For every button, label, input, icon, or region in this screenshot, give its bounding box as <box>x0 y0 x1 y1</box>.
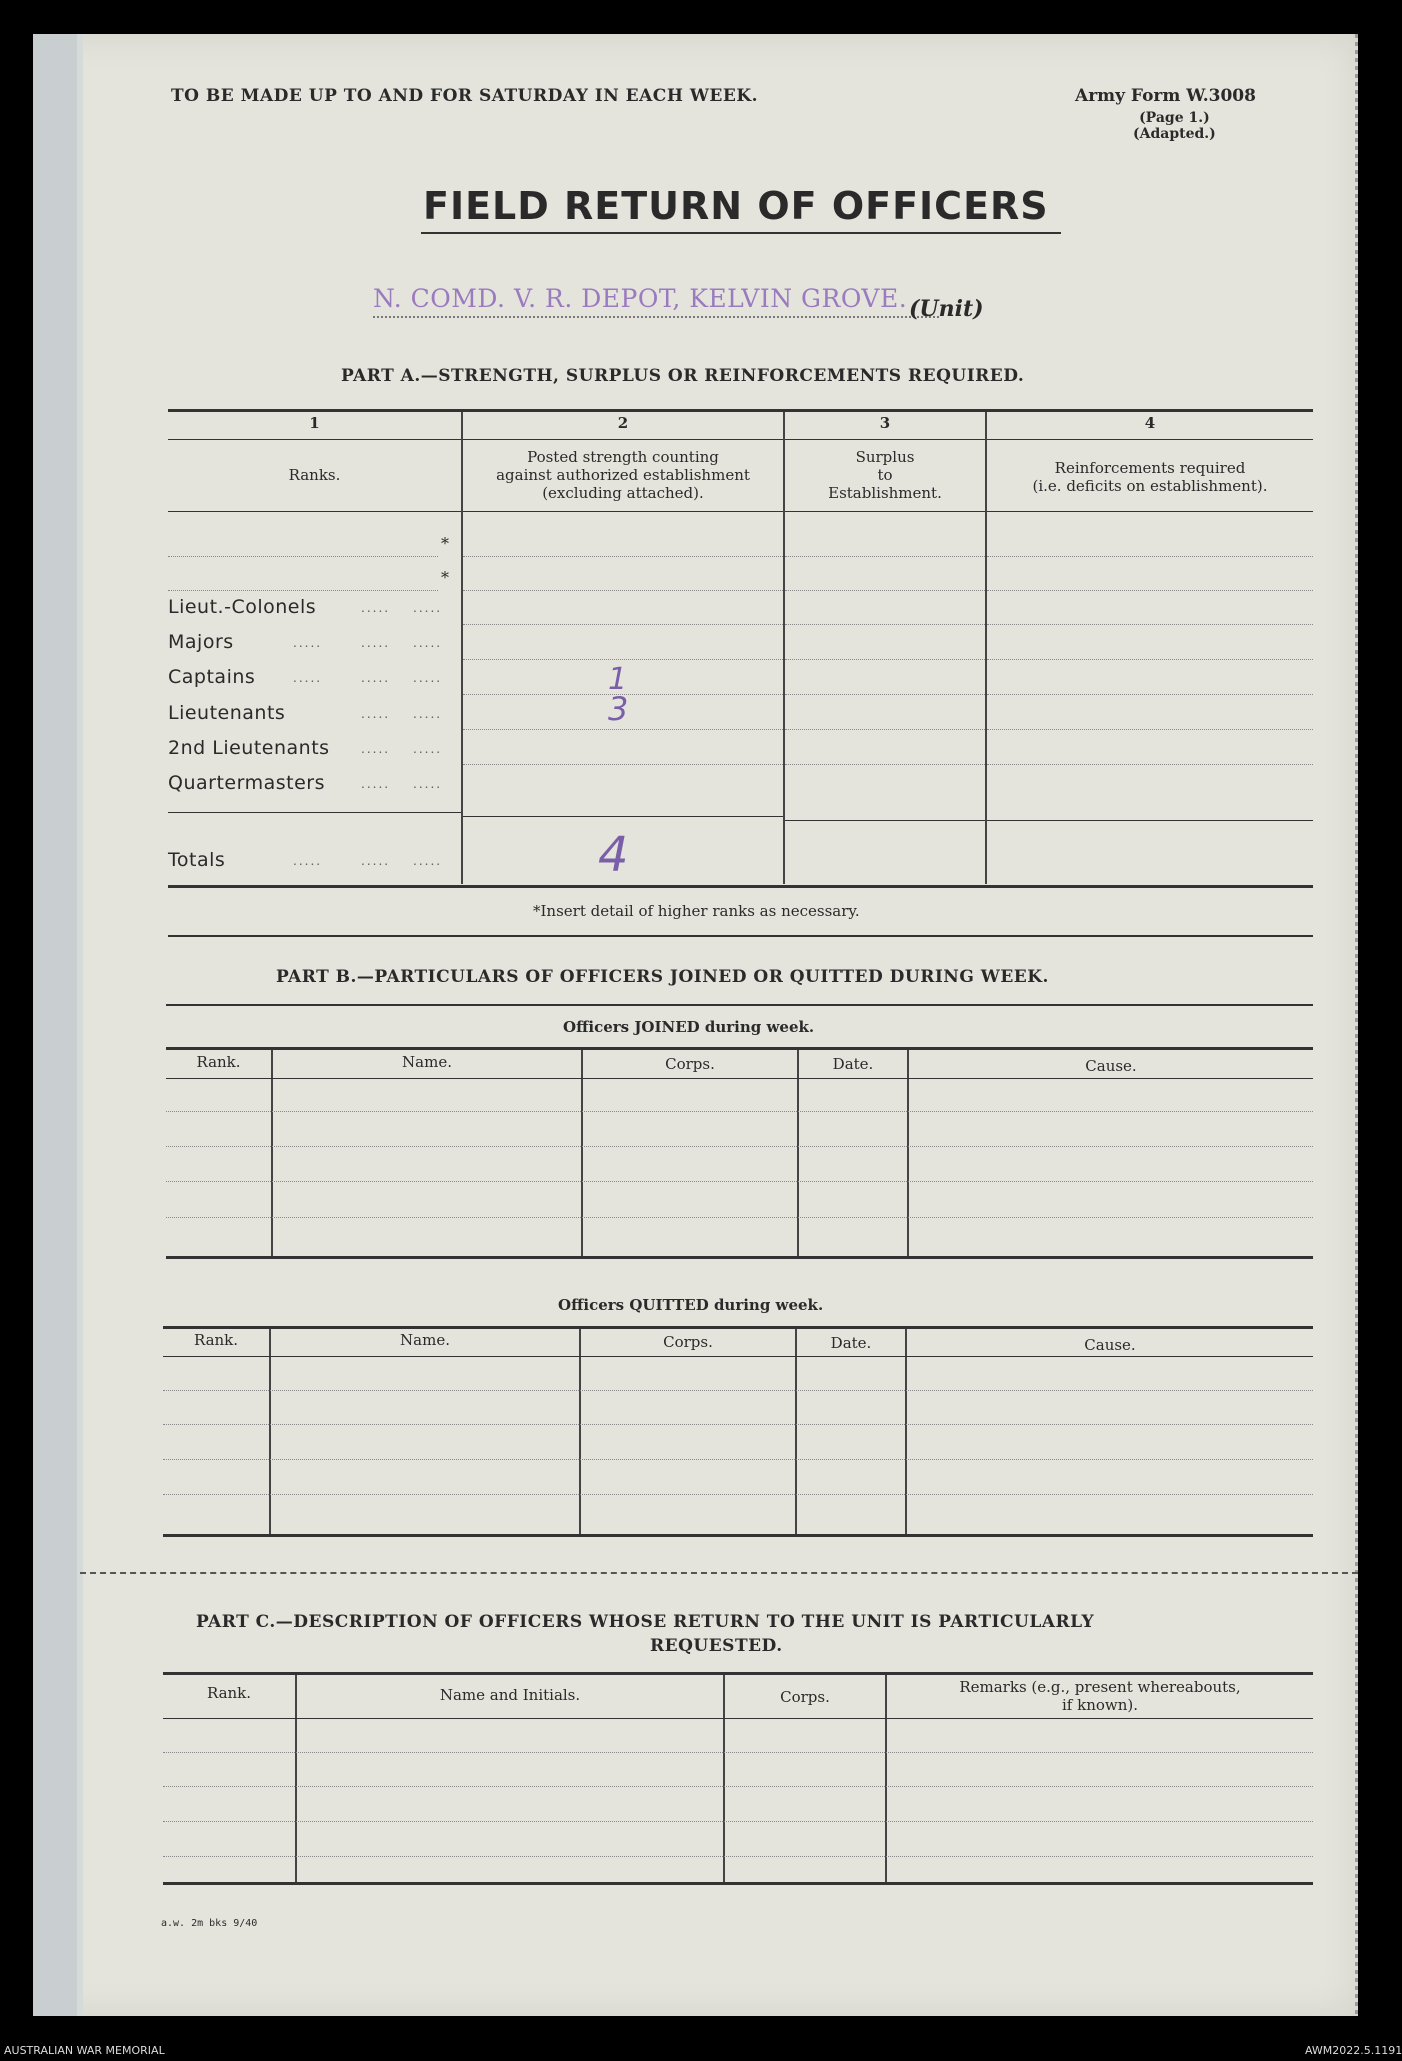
totals-label: Totals <box>168 849 226 871</box>
row-dots <box>463 659 783 660</box>
col-4-number-rule <box>987 439 1313 440</box>
unit-stamp: N. COMD. V. R. DEPOT, KELVIN GROVE. <box>373 284 908 313</box>
rank-2nd-lieutenants: 2nd Lieutenants <box>168 737 330 759</box>
part-a-footnote: *Insert detail of higher ranks as necessary. <box>533 902 860 920</box>
leader-dots: ..... <box>361 742 391 756</box>
row-dots <box>987 590 1313 591</box>
leader-dots: ..... <box>413 671 443 685</box>
part-c-row-dots <box>163 1856 1313 1857</box>
form-adapted: (Adapted.) <box>1133 126 1216 142</box>
perforated-edge <box>1355 34 1358 2016</box>
tear-off-line <box>80 1572 1358 1574</box>
leader-dots: ..... <box>413 601 443 615</box>
row-dots <box>785 556 985 557</box>
col-number-3: 3 <box>879 414 891 432</box>
row-dots <box>785 694 985 695</box>
leader-dots: ..... <box>361 707 391 721</box>
row-dots <box>785 659 985 660</box>
joined-col-divider <box>271 1050 273 1257</box>
row-dots <box>987 729 1313 730</box>
quitted-row-dots <box>163 1494 1313 1495</box>
quitted-col-divider <box>269 1329 271 1535</box>
quitted-col-divider <box>905 1329 907 1535</box>
extra-rank-dots-1 <box>168 556 438 557</box>
quitted-top-rule <box>163 1326 1313 1329</box>
joined-bottom-rule <box>166 1256 1313 1259</box>
form-number: Army Form W.3008 <box>1075 86 1256 106</box>
part-c-col-corps: Corps. <box>780 1688 830 1706</box>
part-a-pre-total-rule <box>987 820 1313 821</box>
leader-dots: ..... <box>361 671 391 685</box>
form-page: (Page 1.) <box>1139 110 1210 126</box>
col-3-header-rule <box>785 511 985 512</box>
joined-col-divider <box>797 1050 799 1257</box>
title-underline <box>421 232 1061 234</box>
quitted-col-cause: Cause. <box>1084 1336 1136 1354</box>
row-dots <box>785 624 985 625</box>
col-header-posted-line-3: (excluding attached). <box>542 484 704 502</box>
col-header-posted-line-2: against authorized establishment <box>496 466 750 484</box>
col-header-ranks: Ranks. <box>288 466 341 484</box>
rank-majors: Majors <box>168 631 234 653</box>
part-a-bottom-rule <box>168 885 1313 888</box>
row-dots <box>987 624 1313 625</box>
part-c-col-divider <box>723 1675 725 1883</box>
leader-dots: ..... <box>413 636 443 650</box>
leader-dots: ..... <box>413 854 443 868</box>
paper-edge-strip-inner <box>77 34 83 2016</box>
part-b-heading: PART B.—PARTICULARS OF OFFICERS JOINED OR QUITTED DURING WEEK. <box>276 967 1049 987</box>
part-a-heading: PART A.—STRENGTH, SURPLUS OR REINFORCEMENTS REQUIRED. <box>341 366 1025 386</box>
caption-left: AUSTRALIAN WAR MEMORIAL <box>4 2044 165 2057</box>
extra-rank-dots-2 <box>168 590 438 591</box>
part-c-row-dots <box>163 1786 1313 1787</box>
row-dots <box>785 764 985 765</box>
handwritten-captains: 1 <box>608 662 628 697</box>
rank-captains: Captains <box>168 666 256 688</box>
joined-col-divider <box>907 1050 909 1257</box>
col-1-header-rule <box>168 511 461 512</box>
part-c-col-rank: Rank. <box>206 1684 252 1702</box>
unit-dotted-line <box>373 316 939 318</box>
part-c-col-name: Name and Initials. <box>439 1686 581 1704</box>
col-header-surplus <box>785 448 985 502</box>
row-dots <box>463 729 783 730</box>
leader-dots: ..... <box>361 636 391 650</box>
quitted-col-divider <box>795 1329 797 1535</box>
quitted-col-divider <box>579 1329 581 1535</box>
print-code: a.w. 2m bks 9/40 <box>161 1918 258 1929</box>
row-dots <box>463 590 783 591</box>
footnote-rule <box>168 935 1313 937</box>
row-dots <box>987 764 1313 765</box>
part-c-row-dots <box>163 1752 1313 1753</box>
col-header-surplus-line-3: Establishment. <box>828 484 942 502</box>
part-c-bottom-rule <box>163 1882 1313 1885</box>
form-page <box>33 34 1358 2016</box>
quitted-header-rule <box>163 1356 1313 1357</box>
col-number-1: 1 <box>309 414 320 432</box>
handwritten-lieutenants: 3 <box>608 690 629 728</box>
rank-quartermasters: Quartermasters <box>168 772 325 794</box>
part-c-remarks-line-2: if known). <box>1061 1696 1139 1714</box>
col-3-number-rule <box>785 439 985 440</box>
col-header-surplus-line-1: Surplus <box>855 448 915 466</box>
joined-heading: Officers JOINED during week. <box>563 1018 815 1036</box>
part-a-top-rule <box>168 409 1313 412</box>
col-2-number-rule <box>463 439 783 440</box>
joined-col-rank: Rank. <box>196 1053 241 1071</box>
part-a-pre-total-rule <box>785 820 985 821</box>
row-dots <box>463 764 783 765</box>
leader-dots: ..... <box>361 601 391 615</box>
joined-row-dots <box>166 1146 1313 1147</box>
quitted-col-name: Name. <box>400 1331 450 1349</box>
leader-dots: ..... <box>293 671 323 685</box>
col-header-reinforcements <box>987 459 1313 495</box>
quitted-bottom-rule <box>163 1534 1313 1537</box>
unit-label: (Unit) <box>909 296 984 322</box>
part-a-pre-total-rule <box>168 812 461 813</box>
part-a-pre-total-rule <box>463 816 783 817</box>
row-dots <box>785 590 985 591</box>
joined-col-cause: Cause. <box>1085 1057 1137 1075</box>
col-number-2: 2 <box>617 414 629 432</box>
leader-dots: ..... <box>361 777 391 791</box>
part-c-col-remarks <box>887 1678 1313 1714</box>
page-title: FIELD RETURN OF OFFICERS <box>423 184 1049 228</box>
caption-right: AWM2022.5.1191 <box>1305 2044 1402 2057</box>
part-c-row-dots <box>163 1821 1313 1822</box>
col-4-header-rule <box>987 511 1313 512</box>
instruction-text: TO BE MADE UP TO AND FOR SATURDAY IN EACH WEEK. <box>171 86 759 106</box>
part-c-top-rule <box>163 1672 1313 1675</box>
joined-header-rule <box>166 1078 1313 1079</box>
joined-col-date: Date. <box>832 1055 874 1073</box>
leader-dots: ..... <box>413 742 443 756</box>
quitted-row-dots <box>163 1459 1313 1460</box>
leader-dots: ..... <box>293 636 323 650</box>
row-dots <box>463 556 783 557</box>
part-c-header-rule <box>163 1718 1313 1719</box>
paper-edge-strip <box>33 34 77 2016</box>
col-header-surplus-line-2: to <box>877 466 893 484</box>
asterisk-2: * <box>441 568 449 587</box>
part-c-remarks-line-1: Remarks (e.g., present whereabouts, <box>959 1678 1241 1696</box>
col-header-posted-strength <box>463 448 783 502</box>
joined-row-dots <box>166 1217 1313 1218</box>
joined-col-name: Name. <box>402 1053 452 1071</box>
leader-dots: ..... <box>413 707 443 721</box>
joined-col-divider <box>581 1050 583 1257</box>
part-c-heading-line-2: REQUESTED. <box>650 1636 783 1656</box>
joined-col-corps: Corps. <box>665 1055 715 1073</box>
col-header-reinf-line-1: Reinforcements required <box>1054 459 1246 477</box>
col-2-header-rule <box>463 511 783 512</box>
quitted-col-corps: Corps. <box>663 1333 713 1351</box>
form-subtitle <box>1133 110 1216 142</box>
quitted-col-rank: Rank. <box>193 1331 239 1349</box>
quitted-heading: Officers QUITTED during week. <box>558 1296 824 1314</box>
quitted-row-dots <box>163 1424 1313 1425</box>
part-c-col-divider <box>295 1675 297 1883</box>
asterisk-1: * <box>441 534 449 553</box>
col-header-posted-line-1: Posted strength counting <box>527 448 719 466</box>
row-dots <box>463 624 783 625</box>
leader-dots: ..... <box>293 854 323 868</box>
handwritten-totals: 4 <box>598 827 629 883</box>
part-c-heading-line-1: PART C.—DESCRIPTION OF OFFICERS WHOSE RETURN TO THE UNIT IS PARTICULARLY <box>196 1612 1095 1632</box>
quitted-col-date: Date. <box>830 1334 872 1352</box>
leader-dots: ..... <box>361 854 391 868</box>
joined-row-dots <box>166 1181 1313 1182</box>
col-number-4: 4 <box>1144 414 1156 432</box>
row-dots <box>785 729 985 730</box>
joined-top-rule <box>166 1047 1313 1050</box>
rank-lieutenants: Lieutenants <box>168 702 286 724</box>
leader-dots: ..... <box>413 777 443 791</box>
quitted-row-dots <box>163 1390 1313 1391</box>
row-dots <box>987 556 1313 557</box>
row-dots <box>987 694 1313 695</box>
rank-lieut-colonels: Lieut.-Colonels <box>168 596 317 618</box>
col-1-number-rule <box>168 439 461 440</box>
col-header-reinf-line-2: (i.e. deficits on establishment). <box>1032 477 1268 495</box>
part-b-top-rule <box>166 1004 1313 1006</box>
joined-row-dots <box>166 1111 1313 1112</box>
row-dots <box>987 659 1313 660</box>
